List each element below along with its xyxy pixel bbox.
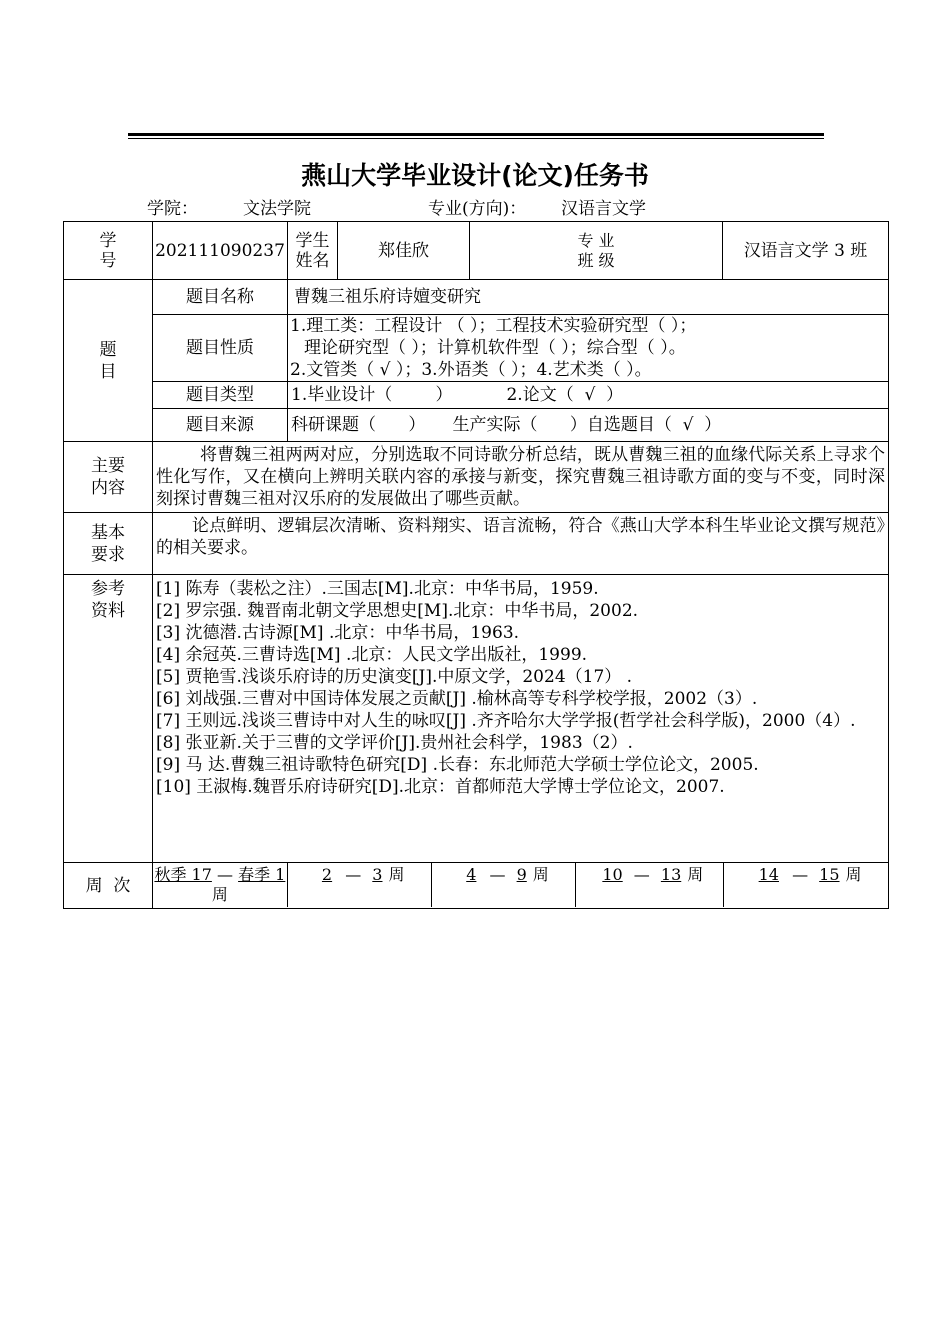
major-value: 汉语言文学 — [561, 199, 646, 219]
class-label: 专 业 班 级 — [470, 222, 723, 280]
college-value: 文法学院 — [243, 199, 311, 219]
topic-nature-line-2: 理论研究型（ ）；计算机软件型（ ）；综合型（ ）。 — [304, 338, 686, 358]
content-text: 将曹魏三祖两两对应，分别选取不同诗歌分析总结，既从曹魏三祖的血缘代际关系上寻求个性化写作，又在横向上辨明关联内容的承接与新变，探究曹魏三祖诗歌方面的变与不变，同时深刻探讨曹魏三祖对汉乐府的发展做出了哪些贡献。 — [153, 442, 889, 513]
week-cell-4: 10 — 13 周 — [576, 863, 724, 907]
reference-item: [8] 张亚新.关于三曹的文学评价[J].贵州社会科学，1983（2）. — [156, 733, 633, 753]
reference-item: [7] 王则远.浅谈三曹诗中对人生的咏叹[J] .齐齐哈尔大学学报(哲学社会科学版)，2000（4）. — [156, 711, 856, 731]
topic-source: 科研课题（ ） 生产实际（ ）自选题目（ √ ） — [288, 409, 889, 442]
task-table — [63, 221, 889, 909]
topic-nature-label: 题目性质 — [153, 315, 288, 382]
requirements-text: 论点鲜明、逻辑层次清晰、资料翔实、语言流畅，符合《燕山大学本科生毕业论文撰写规范》的相关要求。 — [153, 513, 889, 575]
reference-item: [4] 余冠英.三曹诗选[M] .北京：人民文学出版社，1999. — [156, 645, 588, 665]
topic-nature-line-1: 1.理工类：工程设计 （ ）；工程技术实验研究型（ ）； — [290, 316, 697, 336]
weeks-row — [153, 863, 889, 909]
student-id: 202111090237 — [153, 222, 288, 280]
references-list — [153, 575, 889, 863]
header-rule-thin — [128, 138, 824, 139]
requirements-label: 基本 要求 — [64, 513, 153, 575]
reference-item: [2] 罗宗强. 魏晋南北朝文学思想史[M].北京：中华书局，2002. — [156, 601, 639, 621]
reference-item: [10] 王淑梅.魏晋乐府诗研究[D].北京：首都师范大学博士学位论文，2007. — [156, 777, 725, 797]
college-label: 学院： — [147, 199, 198, 219]
week-cell-2: 2 — 3 周 — [288, 863, 432, 907]
student-id-label: 学 号 — [64, 222, 153, 280]
reference-item: [9] 马 达.曹魏三祖诗歌特色研究[D] .长春：东北师范大学硕士学位论文，2005. — [156, 755, 759, 775]
topic-nature — [288, 315, 889, 382]
week-cell-3: 4 — 9 周 — [432, 863, 577, 907]
topic-type: 1.毕业设计（ ） 2.论文（ √ ） — [288, 382, 889, 409]
week-cell-1: 秋季 17 — 春季 1周 — [153, 863, 288, 907]
header-rule-thick — [128, 133, 824, 136]
student-name-label: 学生 姓名 — [288, 222, 338, 280]
weeks-label: 周 次 — [64, 863, 153, 909]
class-value: 汉语言文学 3 班 — [723, 222, 889, 280]
week-cell-5: 14 — 15 周 — [758, 865, 862, 884]
topic-name: 曹魏三祖乐府诗嬗变研究 — [288, 280, 889, 315]
content-label: 主要 内容 — [64, 442, 153, 513]
reference-item: [6] 刘战强.三曹对中国诗体发展之贡献[J] .榆林高等专科学校学报，2002（3）. — [156, 689, 758, 709]
topic-source-label: 题目来源 — [153, 409, 288, 442]
topic-section-label: 题 目 — [64, 280, 153, 442]
topic-name-label: 题目名称 — [153, 280, 288, 315]
reference-item: [1] 陈寿（裴松之注）.三国志[M].北京：中华书局，1959. — [156, 579, 599, 599]
major-label: 专业(方向)： — [428, 199, 527, 219]
student-name: 郑佳欣 — [338, 222, 470, 280]
reference-item: [3] 沈德潜.古诗源[M] .北京：中华书局，1963. — [156, 623, 520, 643]
topic-nature-line-3: 2.文管类（ √ ）；3.外语类（ ）；4.艺术类（ ）。 — [290, 360, 652, 380]
page-title: 燕山大学毕业设计(论文)任务书 — [301, 161, 649, 190]
references-label: 参考 资料 — [64, 575, 153, 863]
reference-item: [5] 贾艳雪.浅谈乐府诗的历史演变[J].中原文学，2024（17） . — [156, 667, 633, 687]
topic-type-label: 题目类型 — [153, 382, 288, 409]
